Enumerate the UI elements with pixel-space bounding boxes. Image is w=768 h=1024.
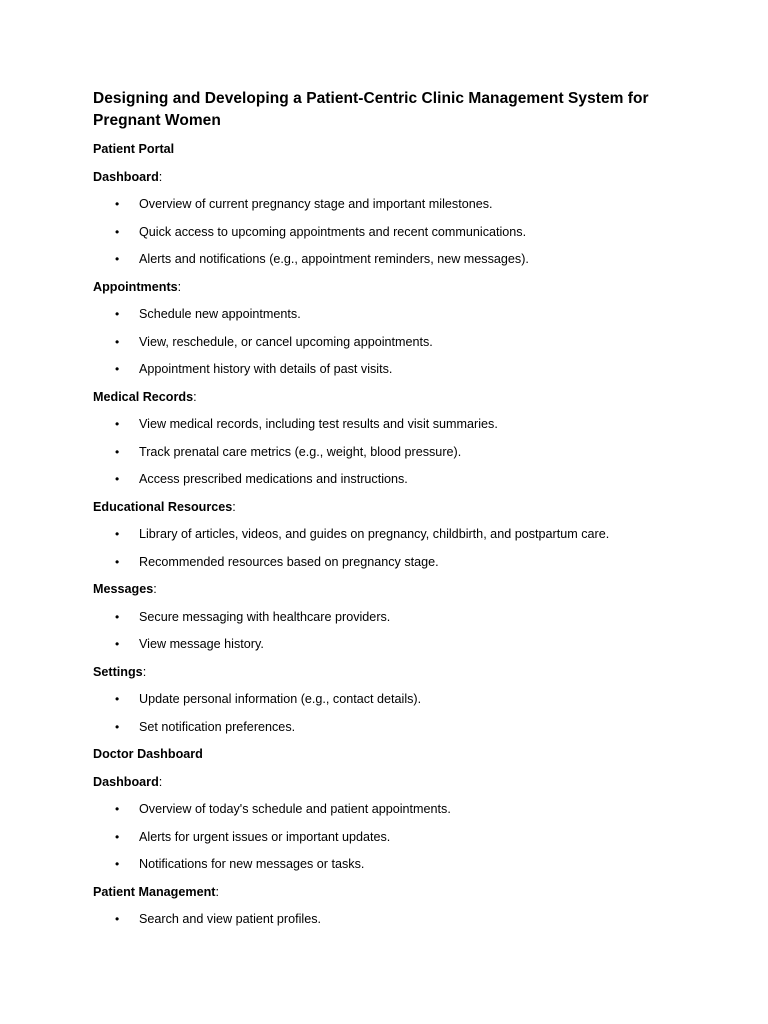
list-item xyxy=(93,195,693,213)
heading-text: Educational Resources xyxy=(93,499,233,514)
list-item xyxy=(93,223,693,241)
list-item xyxy=(93,525,693,543)
heading-text: Patient Portal xyxy=(93,142,175,156)
bullet-list xyxy=(93,690,693,736)
list-item xyxy=(93,250,693,268)
list-item-text: Quick access to upcoming appointments and recent communications. xyxy=(139,224,527,239)
list-item-text: Access prescribed medications and instructions. xyxy=(139,472,408,486)
heading-text: Dashboard xyxy=(93,169,159,184)
bullet-icon: • xyxy=(115,554,120,569)
list-item xyxy=(93,443,693,461)
list-item xyxy=(93,855,693,873)
subsection-heading xyxy=(93,388,693,406)
list-item xyxy=(93,360,693,378)
list-item-text: Update personal information (e.g., contact details). xyxy=(139,692,422,706)
heading-suffix: : xyxy=(177,279,182,294)
list-item xyxy=(93,608,693,626)
list-item xyxy=(93,828,693,846)
list-item-text: Notifications for new messages or tasks. xyxy=(139,857,365,871)
list-item xyxy=(93,470,693,488)
bullet-icon: • xyxy=(115,802,120,816)
list-item-text: Recommended resources based on pregnancy stage. xyxy=(139,554,439,569)
bullet-icon: • xyxy=(115,857,120,871)
heading-suffix: : xyxy=(142,664,147,679)
heading-text: Medical Records xyxy=(93,389,194,404)
list-item-text: Set notification preferences. xyxy=(139,719,296,734)
list-item xyxy=(93,415,693,433)
list-item-text: Library of articles, videos, and guides on pregnancy, childbirth, and postpartum care. xyxy=(139,527,610,541)
heading-text: Dashboard xyxy=(93,774,159,789)
bullet-icon: • xyxy=(115,692,120,706)
bullet-icon: • xyxy=(115,307,120,321)
bullet-list xyxy=(93,910,693,928)
list-item-text: View, reschedule, or cancel upcoming appointments. xyxy=(139,334,433,349)
bullet-list xyxy=(93,525,693,571)
subsection-heading xyxy=(93,883,693,901)
heading-text: Doctor Dashboard xyxy=(93,747,203,761)
subsection-heading xyxy=(93,498,693,516)
list-item xyxy=(93,800,693,818)
bullet-icon: • xyxy=(115,334,120,349)
list-item-text: Secure messaging with healthcare providers. xyxy=(139,609,391,624)
bullet-icon: • xyxy=(115,719,120,734)
subsection-heading xyxy=(93,580,693,598)
bullet-icon: • xyxy=(115,829,120,844)
section-heading xyxy=(93,140,693,158)
bullet-icon: • xyxy=(115,197,120,211)
bullet-icon: • xyxy=(115,444,120,459)
list-item xyxy=(93,690,693,708)
list-item-text: Schedule new appointments. xyxy=(139,307,301,321)
list-item xyxy=(93,553,693,571)
heading-suffix: : xyxy=(215,884,219,899)
list-item-text: Alerts for urgent issues or important updates. xyxy=(139,829,391,844)
list-item-text: Track prenatal care metrics (e.g., weight, blood pressure). xyxy=(139,444,462,459)
list-item xyxy=(93,305,693,323)
document-title: Designing and Developing a Patient-Centric Clinic Management System for Pregnant Women xyxy=(93,90,649,129)
bullet-icon: • xyxy=(115,472,120,486)
heading-text: Settings xyxy=(93,664,143,679)
subsection-heading xyxy=(93,663,693,681)
heading-suffix: : xyxy=(158,774,163,789)
bullet-icon: • xyxy=(115,362,120,376)
list-item-text: View message history. xyxy=(139,637,264,651)
list-item-text: Alerts and notifications (e.g., appointment reminders, new messages). xyxy=(139,252,529,266)
list-item-text: View medical records, including test results and visit summaries. xyxy=(139,417,498,431)
subsection-heading xyxy=(93,168,693,186)
heading-suffix: : xyxy=(158,169,163,184)
heading-text: Appointments xyxy=(93,279,178,294)
bullet-icon: • xyxy=(115,912,120,926)
subsection-heading xyxy=(93,773,693,791)
bullet-icon: • xyxy=(115,637,120,651)
bullet-icon: • xyxy=(115,252,120,266)
document-body xyxy=(93,88,693,938)
bullet-list xyxy=(93,305,693,378)
list-item xyxy=(93,333,693,351)
heading-suffix: : xyxy=(153,582,157,596)
list-item-text: Search and view patient profiles. xyxy=(139,912,322,926)
heading-suffix: : xyxy=(193,389,197,404)
bullet-icon: • xyxy=(115,527,120,541)
list-item xyxy=(93,718,693,736)
list-item-text: Overview of today's schedule and patient appointments. xyxy=(139,802,451,816)
list-item xyxy=(93,910,693,928)
bullet-list xyxy=(93,608,693,654)
bullet-icon: • xyxy=(115,224,120,239)
section-heading xyxy=(93,745,693,763)
list-item xyxy=(93,635,693,653)
heading-suffix: : xyxy=(232,499,236,514)
bullet-icon: • xyxy=(115,609,120,624)
heading-text: Patient Management xyxy=(93,884,216,899)
bullet-icon: • xyxy=(115,417,120,431)
bullet-list xyxy=(93,415,693,488)
bullet-list xyxy=(93,195,693,268)
list-item-text: Appointment history with details of past visits. xyxy=(139,362,393,376)
subsection-heading xyxy=(93,278,693,296)
heading-text: Messages xyxy=(93,582,154,596)
bullet-list xyxy=(93,800,693,873)
list-item-text: Overview of current pregnancy stage and important milestones. xyxy=(139,197,493,211)
